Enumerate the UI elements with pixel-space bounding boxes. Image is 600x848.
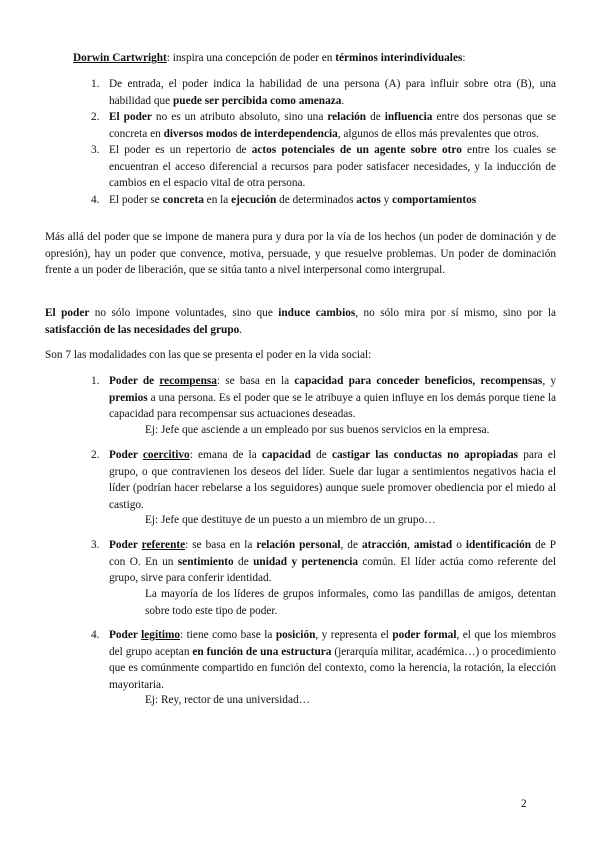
page-number: 2	[521, 798, 527, 810]
modality-item-coercive: 2. Poder coercitivo: emana de la capacidad de castigar las conductas no apropiadas para el grupo, o que contravienen los deseos del líder. Suele dar lugar a sentimientos negativos hacia el líder (podrían hacer rebelarse a los seguidores) aunque suele promover obediencia por el miedo al castigo.	[91, 449, 557, 511]
list-item: 2. El poder no es un atributo absoluto, sino una relación de influencia entre dos personas que se concreta en diversos modos de interdependencia, algunos de ellos más prevalentes que otros.	[91, 111, 556, 140]
paragraph-modalities-intro: Son 7 las modalidades con las que se presenta el poder en la vida social:	[45, 349, 372, 361]
example-referent: La mayoría de los líderes de grupos informales, como las pandillas de amigos, detentan sobre todo este tipo de poder.	[145, 588, 556, 617]
example-coercive: Ej: Jefe que destituye de un puesto a un miembro de un grupo…	[145, 514, 436, 526]
list-item: 4. El poder se concreta en la ejecución de determinados actos y comportamientos	[91, 193, 477, 206]
paragraph-power-change: El poder no sólo impone voluntades, sino que induce cambios, no sólo mira por sí mismo, sino por la satisfacción de las necesidades del grupo.	[45, 307, 556, 336]
modality-item-legitimate: 4. Poder legítimo: tiene como base la posición, y representa el poder formal, el que los miembros del grupo aceptan en función de una estructura (jerarquía militar, académica…) o procedimiento que es comúnmente compartido en función del contexto, como la herencia, la rotación, la elección mayoritaria.	[91, 629, 557, 691]
paragraph-power-types: Más allá del poder que se impone de manera pura y dura por la vía de los hechos (un poder de dominación y de opresión), hay un poder que convence, motiva, persuade, y que resuelve problemas. Un poder de dominación frente a un poder de liberación, que se sitúa tanto a nivel interpersonal como intergrupal.	[45, 231, 556, 276]
intro-line: Dorwin Cartwright: inspira una concepción de poder en términos interindividuales:	[73, 52, 466, 64]
example-legitimate: Ej: Rey, rector de una universidad…	[145, 694, 310, 706]
example-reward: Ej: Jefe que asciende a un empleado por sus buenos servicios en la empresa.	[145, 424, 490, 436]
modality-item-referent: 3. Poder referente: se basa en la relación personal, de atracción, amistad o identificación de P con O. En un sentimiento de unidad y pertenencia común. El líder actúa como referente del grupo, sirve para conferir identidad.	[91, 539, 557, 584]
modality-item-reward: 1. Poder de recompensa: se basa en la capacidad para conceder beneficios, recompensas, y premios a una persona. Es el poder que se le atribuye a quien influye en los demás porque tiene la capacidad para recompensar sus actuaciones deseadas.	[91, 375, 557, 420]
cartwright-list	[91, 76, 556, 208]
author-name: Dorwin Cartwright	[73, 52, 167, 64]
list-item: 1. De entrada, el poder indica la habilidad de una persona (A) para influir sobre otra (B), una habilidad que puede ser percibida como amenaza.	[91, 78, 556, 107]
list-item: 3. El poder es un repertorio de actos potenciales de un agente sobre otro entre los cuales se encuentran el acceso diferencial a recursos para poder satisfacer necesidades, y la inducción de cambios en el espacio vital de otra persona.	[91, 144, 556, 189]
